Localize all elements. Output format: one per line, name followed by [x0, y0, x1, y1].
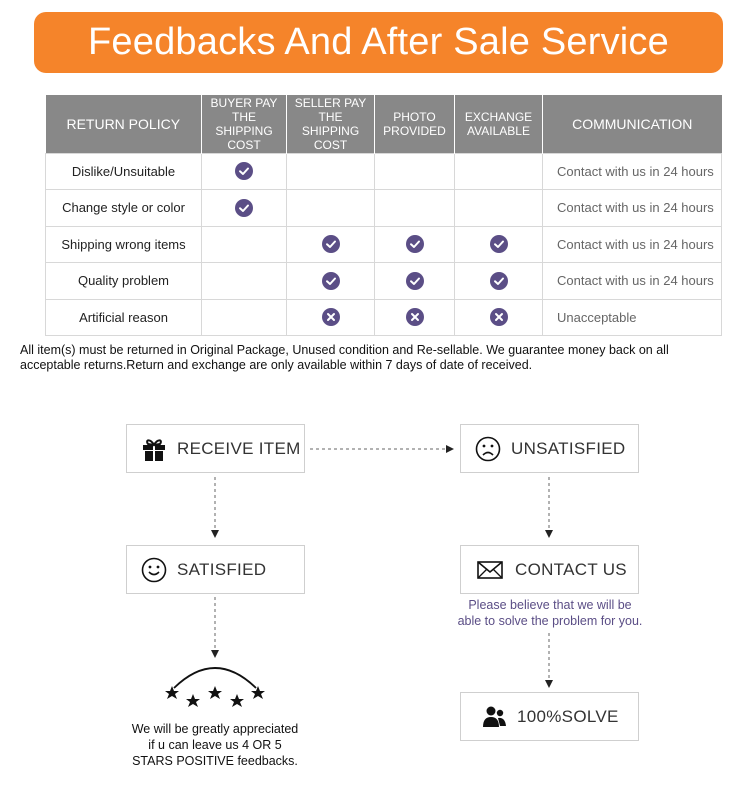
satisfied-label: SATISFIED: [177, 559, 267, 579]
gift-icon: [141, 436, 167, 462]
satisfied-box: [126, 545, 305, 594]
people-icon: [481, 704, 507, 730]
contact-us-box: [460, 545, 639, 594]
header-communication: COMMUNICATION: [543, 95, 722, 153]
header-photo-provided: PHOTO PROVIDED: [375, 95, 455, 153]
row-communication: Contact with us in 24 hours: [543, 263, 722, 300]
row-reason: Shipping wrong items: [46, 226, 202, 263]
receive-item-box: [126, 424, 305, 473]
row-reason: Artificial reason: [46, 299, 202, 336]
row-communication: Contact with us in 24 hours: [543, 226, 722, 263]
row-communication: Unacceptable: [543, 299, 722, 336]
header-return-policy: RETURN POLICY: [46, 95, 202, 153]
solve-box: [460, 692, 639, 741]
header-buyer-pay: BUYER PAY THE SHIPPING COST: [202, 95, 287, 153]
row-reason: Dislike/Unsuitable: [46, 153, 202, 190]
envelope-icon: [475, 557, 505, 583]
five-stars-icon: [160, 660, 270, 715]
smile-face-icon: [141, 557, 167, 583]
row-reason: Quality problem: [46, 263, 202, 300]
banner-title: Feedbacks And After Sale Service: [88, 21, 669, 63]
row-communication: Contact with us in 24 hours: [543, 190, 722, 227]
stars-caption: We will be greatly appreciated if u can leave us 4 OR 5 STARS POSITIVE feedbacks.: [131, 722, 299, 768]
header-seller-pay: SELLER PAY THE SHIPPING COST: [287, 95, 375, 153]
row-reason: Change style or color: [46, 190, 202, 227]
return-notice: All item(s) must be returned in Original Package, Unused condition and Re-sellable. We guarantee money back on all acceptable returns.Return and exchange are only available within 7 days of date of received.: [20, 343, 669, 372]
receive-item-label: RECEIVE ITEM: [177, 438, 301, 458]
header-exchange-available: EXCHANGE AVAILABLE: [455, 95, 543, 153]
unsatisfied-box: [460, 424, 639, 473]
unsatisfied-label: UNSATISFIED: [511, 438, 626, 458]
row-communication: Contact with us in 24 hours: [543, 153, 722, 190]
sad-face-icon: [475, 436, 501, 462]
contact-caption: Please believe that we will be able to solve the problem for you.: [457, 598, 643, 628]
solve-label: 100%SOLVE: [517, 706, 619, 726]
contact-us-label: CONTACT US: [515, 559, 627, 579]
